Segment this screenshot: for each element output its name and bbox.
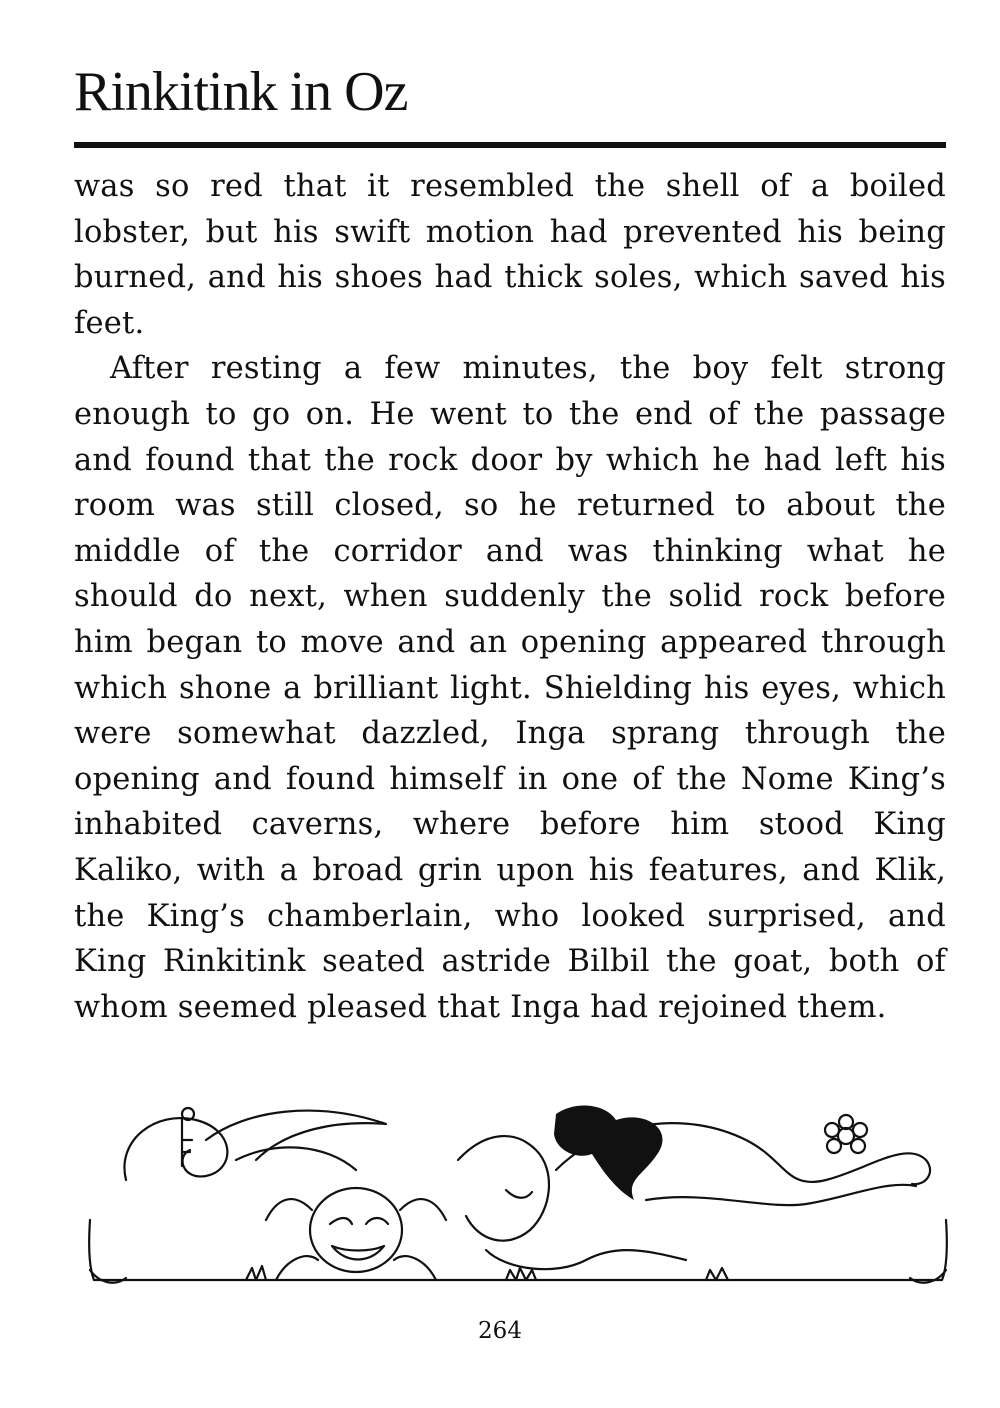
running-title: Rinkitink in Oz: [74, 61, 408, 123]
decorative-tailpiece-illustration: [86, 1100, 950, 1292]
paragraph-continued: was so red that it resembled the shell of a boiled lobster, but his swift motion had prevented his being burned, and his shoes had thick soles, which saved his feet.: [74, 169, 946, 341]
paragraph: After resting a few minutes, the boy felt strong enough to go on. He went to the end of the passage and found that the rock door by which he had left his room was still closed, so he returned to about the middle of the corridor and was thinking what he should do next, when suddenly the solid rock before him began to move and an opening appeared through which shone a brilliant light. Shielding his eyes, which were somewhat dazzled, Inga sprang through the opening and found himself in one of the Nome King’s inhabited caverns, where before him stood King Kaliko, with a broad grin upon his features, and Klik, the King’s chamberlain, who looked surprised, and King Rinkitink seated astride Bilbil the goat, both of whom seemed pleased that Inga had rejoined them.: [74, 351, 946, 1025]
page-header: [74, 62, 946, 122]
page-number: 264: [478, 1318, 522, 1344]
header-rule: [74, 142, 946, 148]
body-text: [74, 164, 946, 1030]
